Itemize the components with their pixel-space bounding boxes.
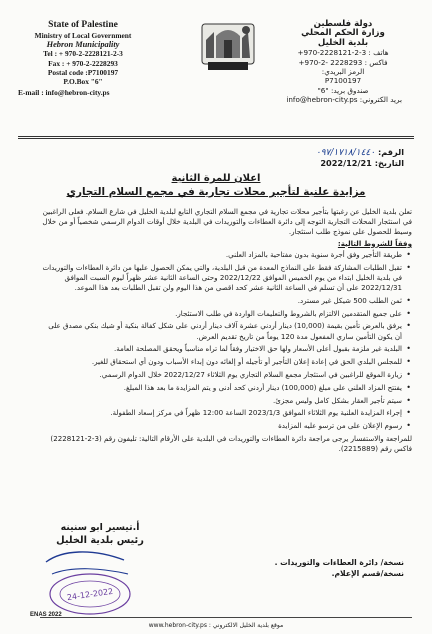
fax-ar: فاكس : 2228293 -2-970+ [298,57,388,67]
municipality-seal-logo [196,18,260,76]
email-ar: بريد الكتروني: info@hebron-city.ps [286,95,402,105]
footer-website: موقع بلدية الخليل الالكتروني : www.hebron-city.ps [148,622,284,629]
reference-value: ٠٩٧/١٧١٨/١٤٤٠ [315,148,376,158]
stamp-date: 24-12-2022 [66,586,114,603]
municipality-name-ar: بلدية الخليل [317,37,369,48]
postal-code-ar: P7100197 [324,76,362,86]
state-name-en: State of Palestine [48,20,118,30]
header-divider [18,136,414,137]
announcement-body [40,207,412,455]
cc-line-2: نسخة/قسم الإعلام. [331,569,404,578]
pobox-en: P.O.Box "6" [63,77,103,87]
ministry-name-ar: وزارة الحكم المحلي [301,28,385,39]
header-arabic [284,20,402,105]
municipality-name-en: Hebron Municipality [46,40,120,50]
condition-item: • البلدية غير ملزمة بقبول أعلى الأسعار ولها حق الاختيار وفقاً لما تراه مناسباً ويحقق المصلحة العامة. [40,344,402,354]
condition-item: • يرفق بالعرض تأمين بقيمة (10,000) دينار أردني عشرة آلاف دينار أردني على شكل كفالة بنكية أو شيك بنكي مصدق على أن يكون التأمين ساري المفعول مدة 120 يوماً من تاريخ تقديم العرض. [40,321,402,341]
condition-item: • سيتم تأجير العقار بشكل كامل وليس مجزئ. [40,396,402,406]
signature-block [40,522,160,546]
contact-paragraph: للمراجعة والاستفسار يرجى مراجعة دائرة العطاءات والتوريدات في البلدية على الأرقام التالية: تليفون رقم (3-2-2228121) فاكس رقم (2215889). [50,433,412,454]
condition-item: • يفتتح المزاد العلني على مبلغ (100,000) دينار أردني كحد أدنى و يتم المزايدة ما بعد هذا المبلغ. [40,383,402,393]
intro-paragraph: تعلن بلدية الخليل عن رغبتها بتأجير محلات تجارية في مجمع السلام التجاري التابع لبلدية الخليل في شارع السلام. فعلى الراغبين في استئجار المحلات التجارية التوجه إلى دائرة العطاءات والتوريدات في البلدية خلال أوقات الدوام الرسمي شخصياً أو من خلال وسيط للحصول على نموذج طلب استئجار. [42,207,412,237]
condition-item: • إجراء المزايدة العلنية يوم الثلاثاء الموافق 2023/1/3 الساعة 12:00 ظهراً في مركز إسعاد الطفولة. [40,408,402,418]
condition-item: • ثمن الطلب 500 شيكل غير مسترد. [40,296,402,306]
pobox-ar: صندوق بريد: "6" [317,85,369,95]
cc-line-1: نسخة/ دائرة العطاءات والتوريدات . [274,558,404,567]
header-english [18,20,148,97]
carbon-copy-list [275,557,404,579]
date-value: 2022/12/21 [320,158,372,168]
reference-date [320,158,404,168]
ministry-name-en: Ministry of Local Government [34,31,132,40]
footer-divider [40,617,412,618]
condition-item: • تقبل الطلبات المشاركة فقط على النماذج المعدة من قبل البلدية، والتي يمكن الحصول عليها من دائرة العطاءات والتوريدات في بلدية الخليل ابتداء من يوم الخميس الموافق 2022/12/22 وحتى الساعة الثانية عشر ظهراً ليوم السبت الموافق 2022/12/31 على أن تسلم في الساعة الثانية عشر كحد اقصى من هذا اليوم ولن تقبل الطلبات بعد هذا الموعد. [40,263,402,294]
typist-initials: ENAS 2022 [30,612,62,618]
postal-code-en: Postal code :P7100197 [47,67,119,77]
conditions-heading: وفقاً للشروط التالية: [337,238,412,248]
official-stamp-icon [32,544,138,620]
condition-item: • رسوم الإعلان على من ترسو عليه المزايدة [40,421,402,431]
postal-label-ar: الرمز البريدي: [321,67,365,77]
reference-label: الرقم: [377,147,404,157]
signatory-title: رئيس بلدية الخليل [56,535,144,546]
condition-item: • للمجلس البلدي الحق في إعادة إعلان التأجير أو تأجيله أو إلغائه دون إبداء الأسباب ودون أي استحقاق للغير. [40,357,402,367]
condition-item: • على جميع المتقدمين الالتزام بالشروط والتعليمات الواردة في طلب الاستئجار. [40,309,402,319]
signatory-name: أ.تيسير ابو سنينه [60,522,140,533]
condition-item: • زيارة الموقع للراغبين في استئجار مجمع السلام التجاري يوم الثلاثاء 2022/12/27 خلال الدوام الرسمي. [40,370,402,380]
announcement-title: اعلان للمرة الثانية [171,173,261,184]
date-label: التاريخ: [374,158,404,168]
condition-item: • طريقة التأجير وفق أجرة سنوية بدون مفتاحية بالمزاد العلني. [40,250,402,260]
state-name-ar: دولة فلسطين [313,19,373,29]
tel-en: Tel : + 970-2-2228121-2-3 [43,49,123,59]
announcement-subtitle: مزايدة علنية لتأجير محلات تجارية في مجمع السلام التجاري [66,186,366,198]
fax-en: Fax : + 970-2-2228293 [48,58,118,68]
conditions-list [40,250,412,432]
tel-ar: هاتف : 3-2-2228121-970+ [297,48,389,58]
email-en: E-mail : info@hebron-city.ps [18,88,110,98]
header-divider-2 [18,138,414,139]
